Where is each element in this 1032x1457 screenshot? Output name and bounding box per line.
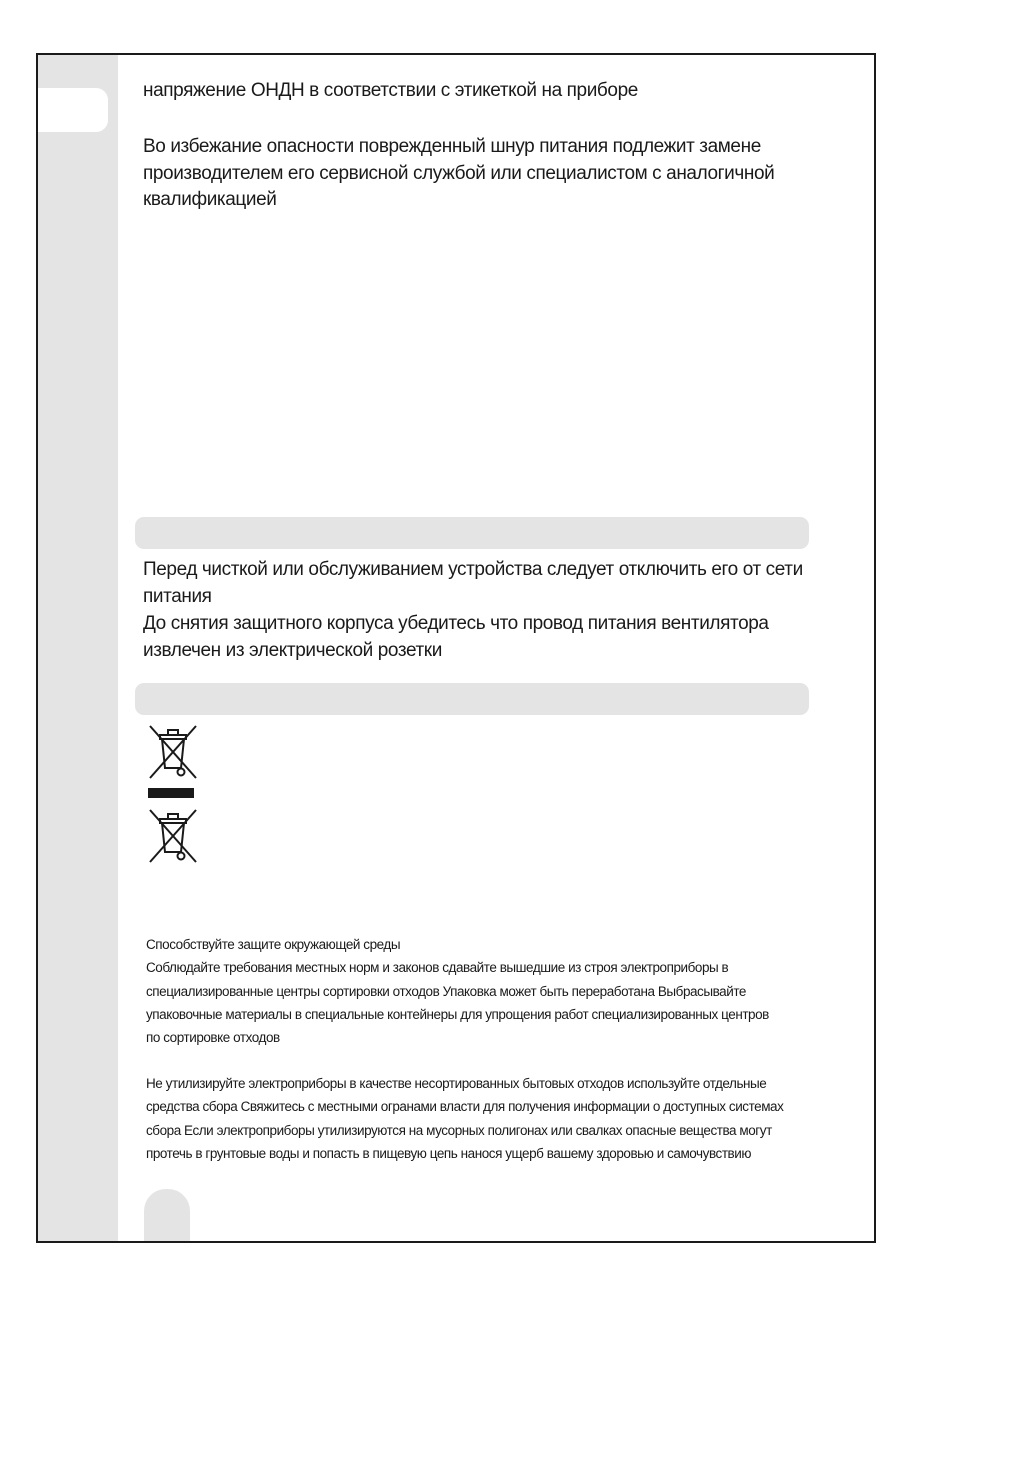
maintenance-text-line: питания bbox=[143, 586, 212, 607]
cord-text-line: Во избежание опасности поврежденный шнур питания подлежит замене bbox=[143, 136, 761, 157]
crossed-out-wheelie-bin-icon bbox=[146, 808, 200, 864]
disposal-text-line: средства сбора Свяжитесь с местными огранами власти для получения информации о доступных системах bbox=[146, 1099, 784, 1114]
cord-text-line: квалификацией bbox=[143, 189, 277, 210]
cord-text-line: производителем его сервисной службой или специалистом с аналогичной bbox=[143, 163, 775, 184]
environment-text-line: по сортировке отходов bbox=[146, 1030, 280, 1045]
environment-text-line: упаковочные материалы в специальные контейнеры для упрощения работ специализированных центров bbox=[146, 1007, 769, 1022]
voltage-text: напряжение ОНДН в соответствии с этикеткой на приборе bbox=[143, 80, 638, 101]
side-tab bbox=[38, 88, 108, 132]
disposal-text-line: сбора Если электроприборы утилизируются на мусорных полигонах или свалках опасные вещества могут bbox=[146, 1123, 772, 1138]
disposal-text-line: протечь в грунтовые воды и попасть в пищевую цепь нанося ущерб вашему здоровью и самочувствию bbox=[146, 1146, 752, 1161]
maintenance-text-line: Перед чисткой или обслуживанием устройства следует отключить его от сети bbox=[143, 559, 803, 580]
maintenance-text-line: извлечен из электрической розетки bbox=[143, 640, 442, 661]
section-divider-bar bbox=[135, 683, 809, 715]
environment-text-line: Способствуйте защите окружающей среды bbox=[146, 937, 401, 952]
page-frame bbox=[36, 53, 876, 1243]
crossed-out-wheelie-bin-icon bbox=[146, 724, 200, 780]
environment-text-line: специализированные центры сортировки отходов Упаковка может быть переработана Выбрасывайте bbox=[146, 984, 746, 999]
maintenance-text-line: До снятия защитного корпуса убедитесь что провод питания вентилятора bbox=[143, 613, 769, 634]
disposal-text-line: Не утилизируйте электроприборы в качестве несортированных бытовых отходов используйте отдельные bbox=[146, 1076, 767, 1091]
page-number-tab bbox=[144, 1189, 190, 1243]
side-strip bbox=[38, 55, 118, 1241]
separate-collection-bar bbox=[148, 788, 194, 798]
environment-text-line: Соблюдайте требования местных норм и законов сдавайте вышедшие из строя электроприборы в bbox=[146, 960, 729, 975]
section-divider-bar bbox=[135, 517, 809, 549]
